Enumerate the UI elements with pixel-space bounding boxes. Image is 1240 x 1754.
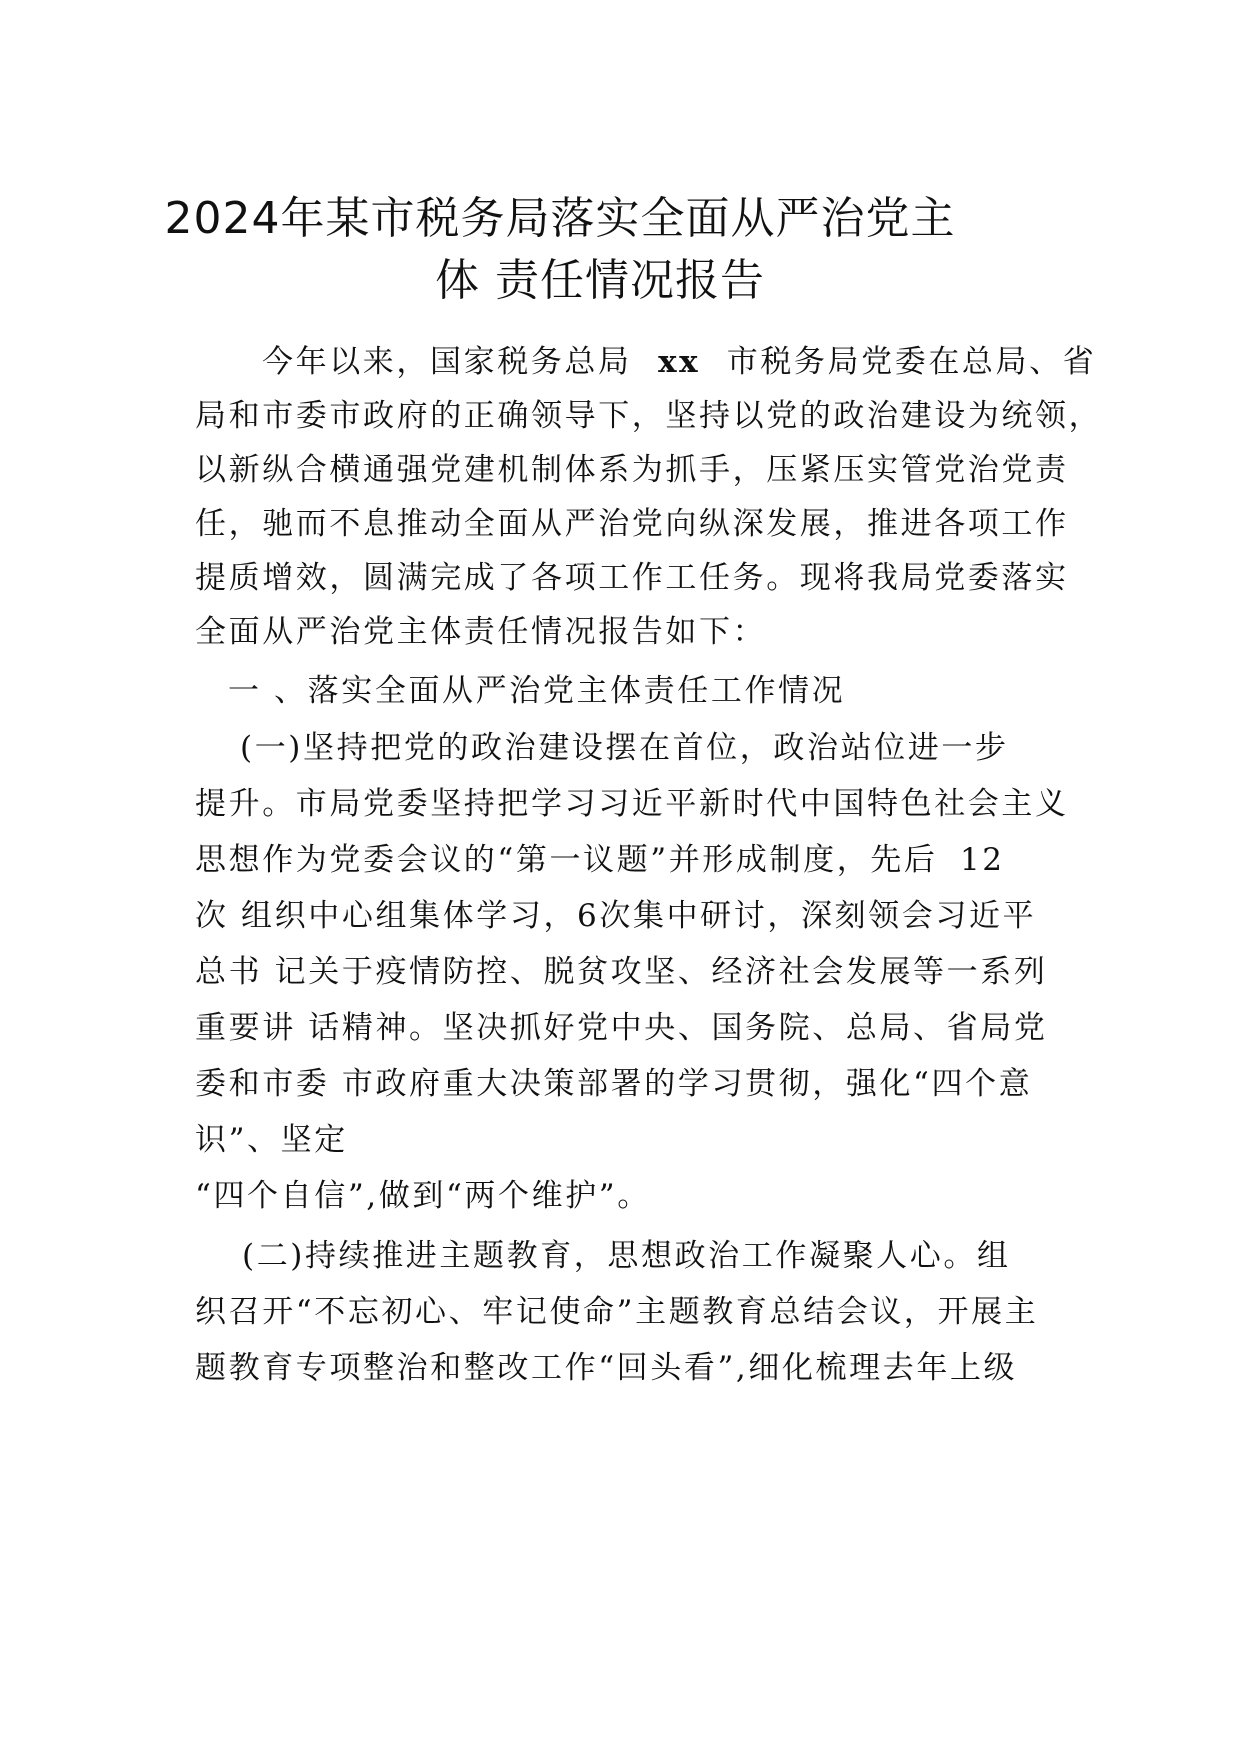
paragraph-line: 识”、坚定 (195, 1122, 348, 1158)
paragraph-line: 提质增效，圆满完成了各项工作工任务。现将我局党委落实 (195, 560, 1069, 596)
text-segment: 思想作为党委会议的“第一议题”并形成制度，先后 (195, 842, 938, 878)
paragraph-line: 全面从严治党主体责任情况报告如下： (195, 614, 767, 650)
paragraph-line: (一)坚持把党的政治建设摆在首位，政治站位进一步 (240, 730, 1009, 766)
paragraph-line: 提升。市局党委坚持把学习习近平新时代中国特色社会主义 (195, 786, 1069, 822)
paragraph-line: 局和市委市政府的正确领导下，坚持以党的政治建设为统领， (195, 398, 1103, 434)
paragraph-line: 重要讲 话精神。坚决抓好党中央、国务院、总局、省局党 (195, 1010, 1048, 1046)
text-segment: 今年以来，国家税务总局 (262, 344, 632, 380)
paragraph-line: 任，驰而不息推动全面从严治党向纵深发展，推进各项工作 (195, 506, 1069, 542)
text-segment: 市税务局党委在总局、省 (726, 344, 1097, 380)
paragraph-line: 织召开“不忘初心、牢记使命”主题教育总结会议，开展主 (195, 1294, 1039, 1330)
section-heading: 一 、落实全面从严治党主体责任工作情况 (228, 673, 846, 709)
paragraph-line: “四个自信”,做到“两个维护”。 (195, 1178, 651, 1214)
paragraph-line (262, 336, 1096, 381)
paragraph-line: 委和市委 市政府重大决策部署的学习贯彻，强化“四个意 (195, 1066, 1033, 1102)
paragraph-line: 次 组织中心组集体学习，6次集中研讨，深刻领会习近平 (195, 898, 1037, 934)
paragraph-line: 题教育专项整治和整改工作“回头看”,细化梳理去年上级 (195, 1350, 1018, 1386)
paragraph-line: (二)持续推进主题教育，思想政治工作凝聚人心。组 (242, 1238, 1011, 1274)
text-segment-bold: xx (658, 344, 701, 380)
document-title-line-2: 体 责任情况报告 (435, 255, 765, 306)
document-title-line-1: 2024年某市税务局落实全面从严治党主 (164, 193, 956, 244)
paragraph-line (195, 834, 1005, 879)
text-segment: 12 (959, 842, 1005, 878)
paragraph-line: 以新纵合横通强党建机制体系为抓手，压紧压实管党治党责 (195, 452, 1069, 488)
paragraph-line: 总书 记关于疫情防控、脱贫攻坚、经济社会发展等一系列 (195, 954, 1048, 990)
